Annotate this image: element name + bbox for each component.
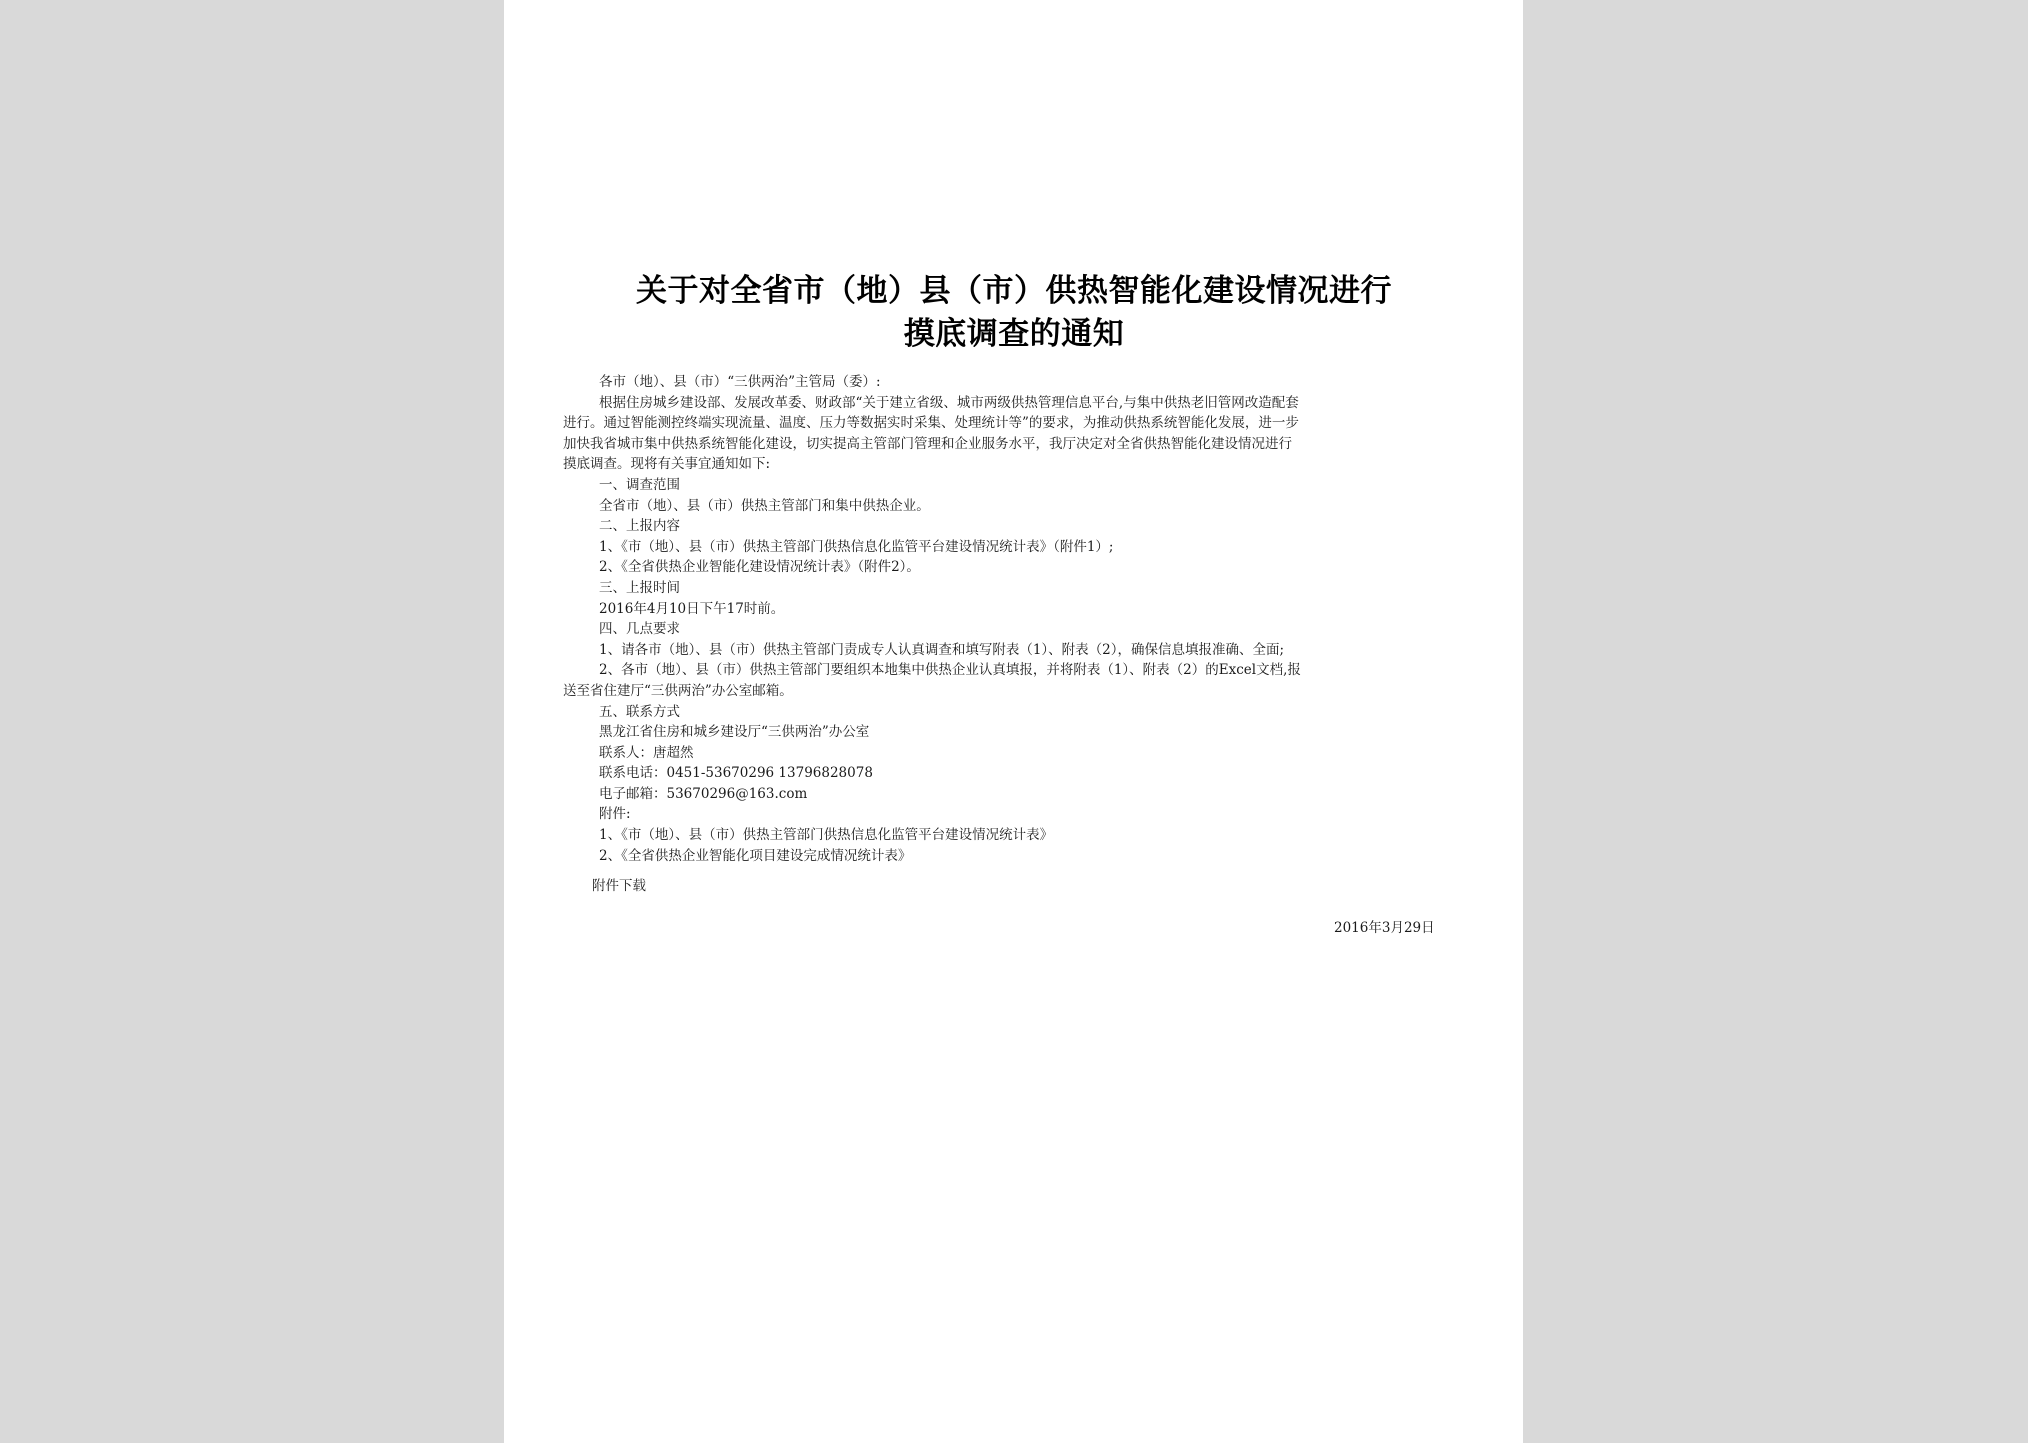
intro-line: 加快我省城市集中供热系统智能化建设，切实提高主管部门管理和企业服务水平，我厅决定对全省供热智能化建设情况进行 xyxy=(563,435,1292,452)
attachment-download-link[interactable]: 附件下载 xyxy=(592,878,646,895)
attachment-item: 1、《市（地）、县（市）供热主管部门供热信息化监管平台建设情况统计表》 xyxy=(599,827,1054,844)
section-text: 全省市（地）、县（市）供热主管部门和集中供热企业。 xyxy=(599,497,930,514)
section-heading: 三、上报时间 xyxy=(599,579,680,596)
intro-line: 摸底调查。现将有关事宜通知如下: xyxy=(563,456,771,473)
contact-email: 电子邮箱：53670296@163.com xyxy=(599,785,808,802)
section-heading: 二、上报内容 xyxy=(599,518,680,535)
document-title xyxy=(564,270,1464,356)
document-body xyxy=(563,372,1468,897)
salutation: 各市（地）、县（市）“三供两治”主管局（委）: xyxy=(599,374,881,390)
title-line-2: 摸底调查的通知 xyxy=(903,316,1125,352)
contact-person: 联系人：唐超然 xyxy=(599,744,694,761)
section-item: 2、各市（地）、县（市）供热主管部门要组织本地集中供热企业认真填报，并将附表（1）、附表（2）的Excel文档,报 xyxy=(599,662,1301,679)
section-heading: 四、几点要求 xyxy=(599,621,680,638)
section-heading: 一、调查范围 xyxy=(599,476,680,493)
section-item-continued: 送至省住建厅“三供两治”办公室邮箱。 xyxy=(563,682,793,699)
section-item: 2、《全省供热企业智能化建设情况统计表》（附件2）。 xyxy=(599,559,920,576)
contact-organization: 黑龙江省住房和城乡建设厅“三供两治”办公室 xyxy=(599,724,870,741)
download-row xyxy=(563,876,1468,897)
section-item: 1、请各市（地）、县（市）供热主管部门责成专人认真调查和填写附表（1）、附表（2），确保信息填报准确、全面; xyxy=(599,641,1285,658)
section-text: 2016年4月10日下午17时前。 xyxy=(599,600,785,617)
section-heading: 五、联系方式 xyxy=(599,703,680,720)
contact-phone: 联系电话：0451-53670296 13796828078 xyxy=(599,765,873,782)
document-date: 2016年3月29日 xyxy=(1334,920,1435,936)
section-item: 1、《市（地）、县（市）供热主管部门供热信息化监管平台建设情况统计表》（附件1）; xyxy=(599,538,1114,555)
title-line-1: 关于对全省市（地）县（市）供热智能化建设情况进行 xyxy=(636,273,1392,309)
spacer xyxy=(563,866,1468,876)
document-page xyxy=(504,0,1523,1443)
intro-line: 进行。通过智能测控终端实现流量、温度、压力等数据实时采集、处理统计等”的要求，为推动供热系统智能化发展，进一步 xyxy=(563,415,1299,432)
intro-line: 根据住房城乡建设部、发展改革委、财政部“关于建立省级、城市两级供热管理信息平台,与集中供热老旧管网改造配套 xyxy=(599,394,1299,411)
attachments-heading: 附件: xyxy=(599,806,631,823)
attachment-item: 2、《全省供热企业智能化项目建设完成情况统计表》 xyxy=(599,847,912,864)
